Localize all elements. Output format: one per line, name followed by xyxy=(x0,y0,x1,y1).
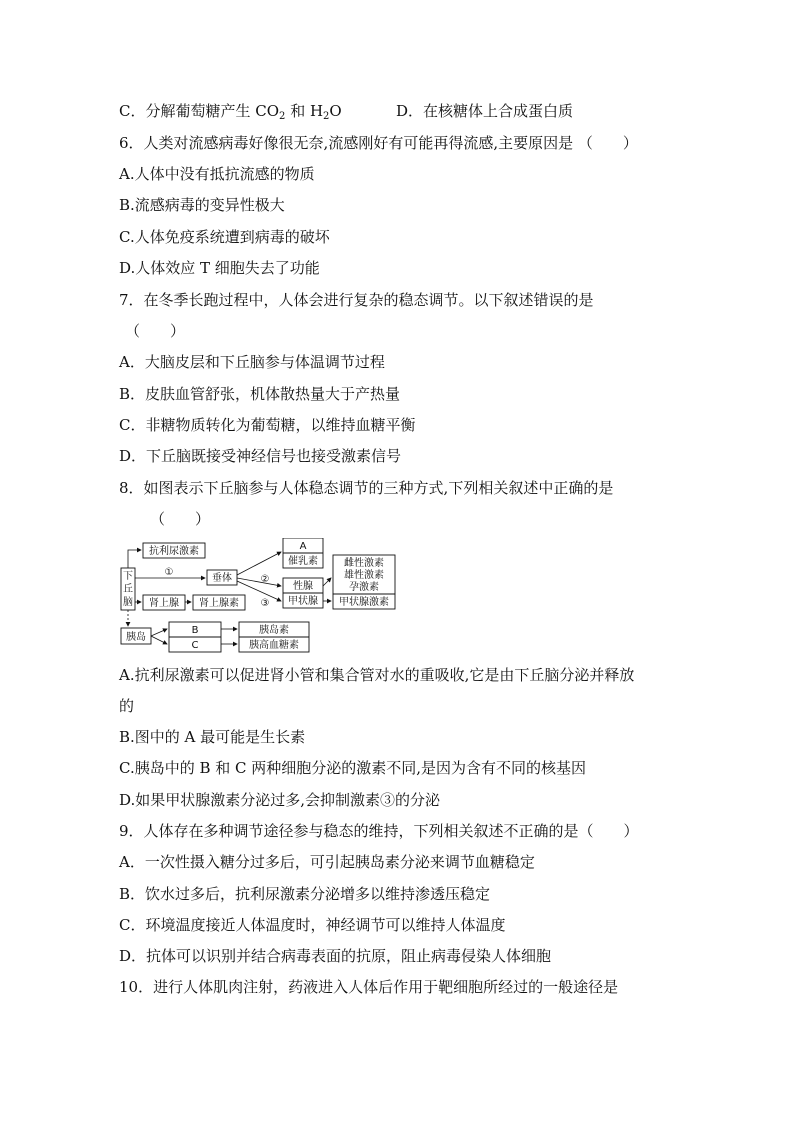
islet-label: 胰岛 xyxy=(126,632,146,643)
adrenal-label: 肾上腺 xyxy=(149,598,179,609)
q8-option-a-line1: A.抗利尿激素可以促进肾小管和集合管对水的重吸收,它是由下丘脑分泌并释放 xyxy=(119,666,635,684)
b-cell-label: B xyxy=(191,625,199,636)
q6-option-c: C.人体免疫系统遭到病毒的破坏 xyxy=(119,228,330,246)
question-7: 7．在冬季长跑过程中，人体会进行复杂的稳态调节。以下叙述错误的是 xyxy=(119,291,594,309)
question-10: 10．进行人体肌肉注射，药液进入人体后作用于靶细胞所经过的一般途径是 xyxy=(119,978,619,996)
q9-option-b: B．饮水过多后，抗利尿激素分泌增多以维持渗透压稳定 xyxy=(119,885,491,903)
q7-option-d: D．下丘脑既接受神经信号也接受激素信号 xyxy=(119,447,402,465)
prolactin-label: 催乳素 xyxy=(288,556,318,567)
adrenal-hormone-label: 肾上腺素 xyxy=(199,598,239,609)
q7-option-b: B．皮肤血管舒张，机体散热量大于产热量 xyxy=(119,385,401,403)
thyroid-label: 甲状腺 xyxy=(288,596,318,607)
question-6: 6．人类对流感病毒好像很无奈,流感刚好有可能再得流感,主要原因是 （ ） xyxy=(119,134,638,152)
adh-label: 抗利尿激素 xyxy=(149,546,199,557)
androgen-label: 雄性激素 xyxy=(344,570,384,581)
q7-answer-paren: （ ） xyxy=(125,322,186,340)
q8-option-c: C.胰岛中的 B 和 C 两种细胞分泌的激素不同,是因为含有不同的核基因 xyxy=(119,759,587,777)
q8-option-b: B.图中的 A 最可能是生长素 xyxy=(119,728,306,746)
insulin-label: 胰岛素 xyxy=(259,625,289,636)
q5-option-d: D．在核糖体上合成蛋白质 xyxy=(396,102,574,120)
q9-option-d: D．抗体可以识别并结合病毒表面的抗原，阻止病毒侵染人体细胞 xyxy=(119,947,552,965)
c-cell-label: C xyxy=(191,640,199,651)
pathway-mark-1: ① xyxy=(164,567,174,578)
q6-option-b: B.流感病毒的变异性极大 xyxy=(119,196,285,214)
pituitary-label: 垂体 xyxy=(212,573,232,584)
hypothalamus-label-3: 脑 xyxy=(123,597,133,608)
estrogen-label: 雌性激素 xyxy=(344,558,384,569)
q9-option-a: A．一次性摄入糖分过多后，可引起胰岛素分泌来调节血糖稳定 xyxy=(119,853,535,871)
hypothalamus-regulation-diagram xyxy=(119,538,399,654)
q8-option-d: D.如果甲状腺激素分泌过多,会抑制激素③的分泌 xyxy=(119,791,441,809)
q7-option-c: C．非糖物质转化为葡萄糖，以维持血糖平衡 xyxy=(119,416,416,434)
pathway-mark-2: ② xyxy=(260,574,270,585)
q8-answer-paren: （ ） xyxy=(150,510,211,528)
question-8: 8．如图表示下丘脑参与人体稳态调节的三种方式,下列相关叙述中正确的是 xyxy=(119,479,614,497)
q7-option-a: A．大脑皮层和下丘脑参与体温调节过程 xyxy=(119,353,385,371)
progesterone-label: 孕激素 xyxy=(349,582,379,593)
pathway-mark-3: ③ xyxy=(260,598,270,609)
hypothalamus-label-2: 丘 xyxy=(123,584,133,595)
q5-option-c: C．分解葡萄糖产生 $CO_2$ 和 $H_2O$ xyxy=(119,102,342,122)
thyroxine-label: 甲状腺激素 xyxy=(339,597,389,608)
q9-option-c: C．环境温度接近人体温度时，神经调节可以维持人体温度 xyxy=(119,916,506,934)
hypothalamus-label-1: 下 xyxy=(123,571,133,582)
gonad-label: 性腺 xyxy=(293,581,313,592)
glucagon-label: 胰高血糖素 xyxy=(249,640,299,651)
a-label: A xyxy=(299,541,307,552)
q8-option-a-line2: 的 xyxy=(119,697,135,715)
question-9: 9．人体存在多种调节途径参与稳态的维持，下列相关叙述不正确的是（ ） xyxy=(119,822,639,840)
q6-option-a: A.人体中没有抵抗流感的物质 xyxy=(119,165,315,183)
q6-option-d: D.人体效应 T 细胞失去了功能 xyxy=(119,259,320,277)
